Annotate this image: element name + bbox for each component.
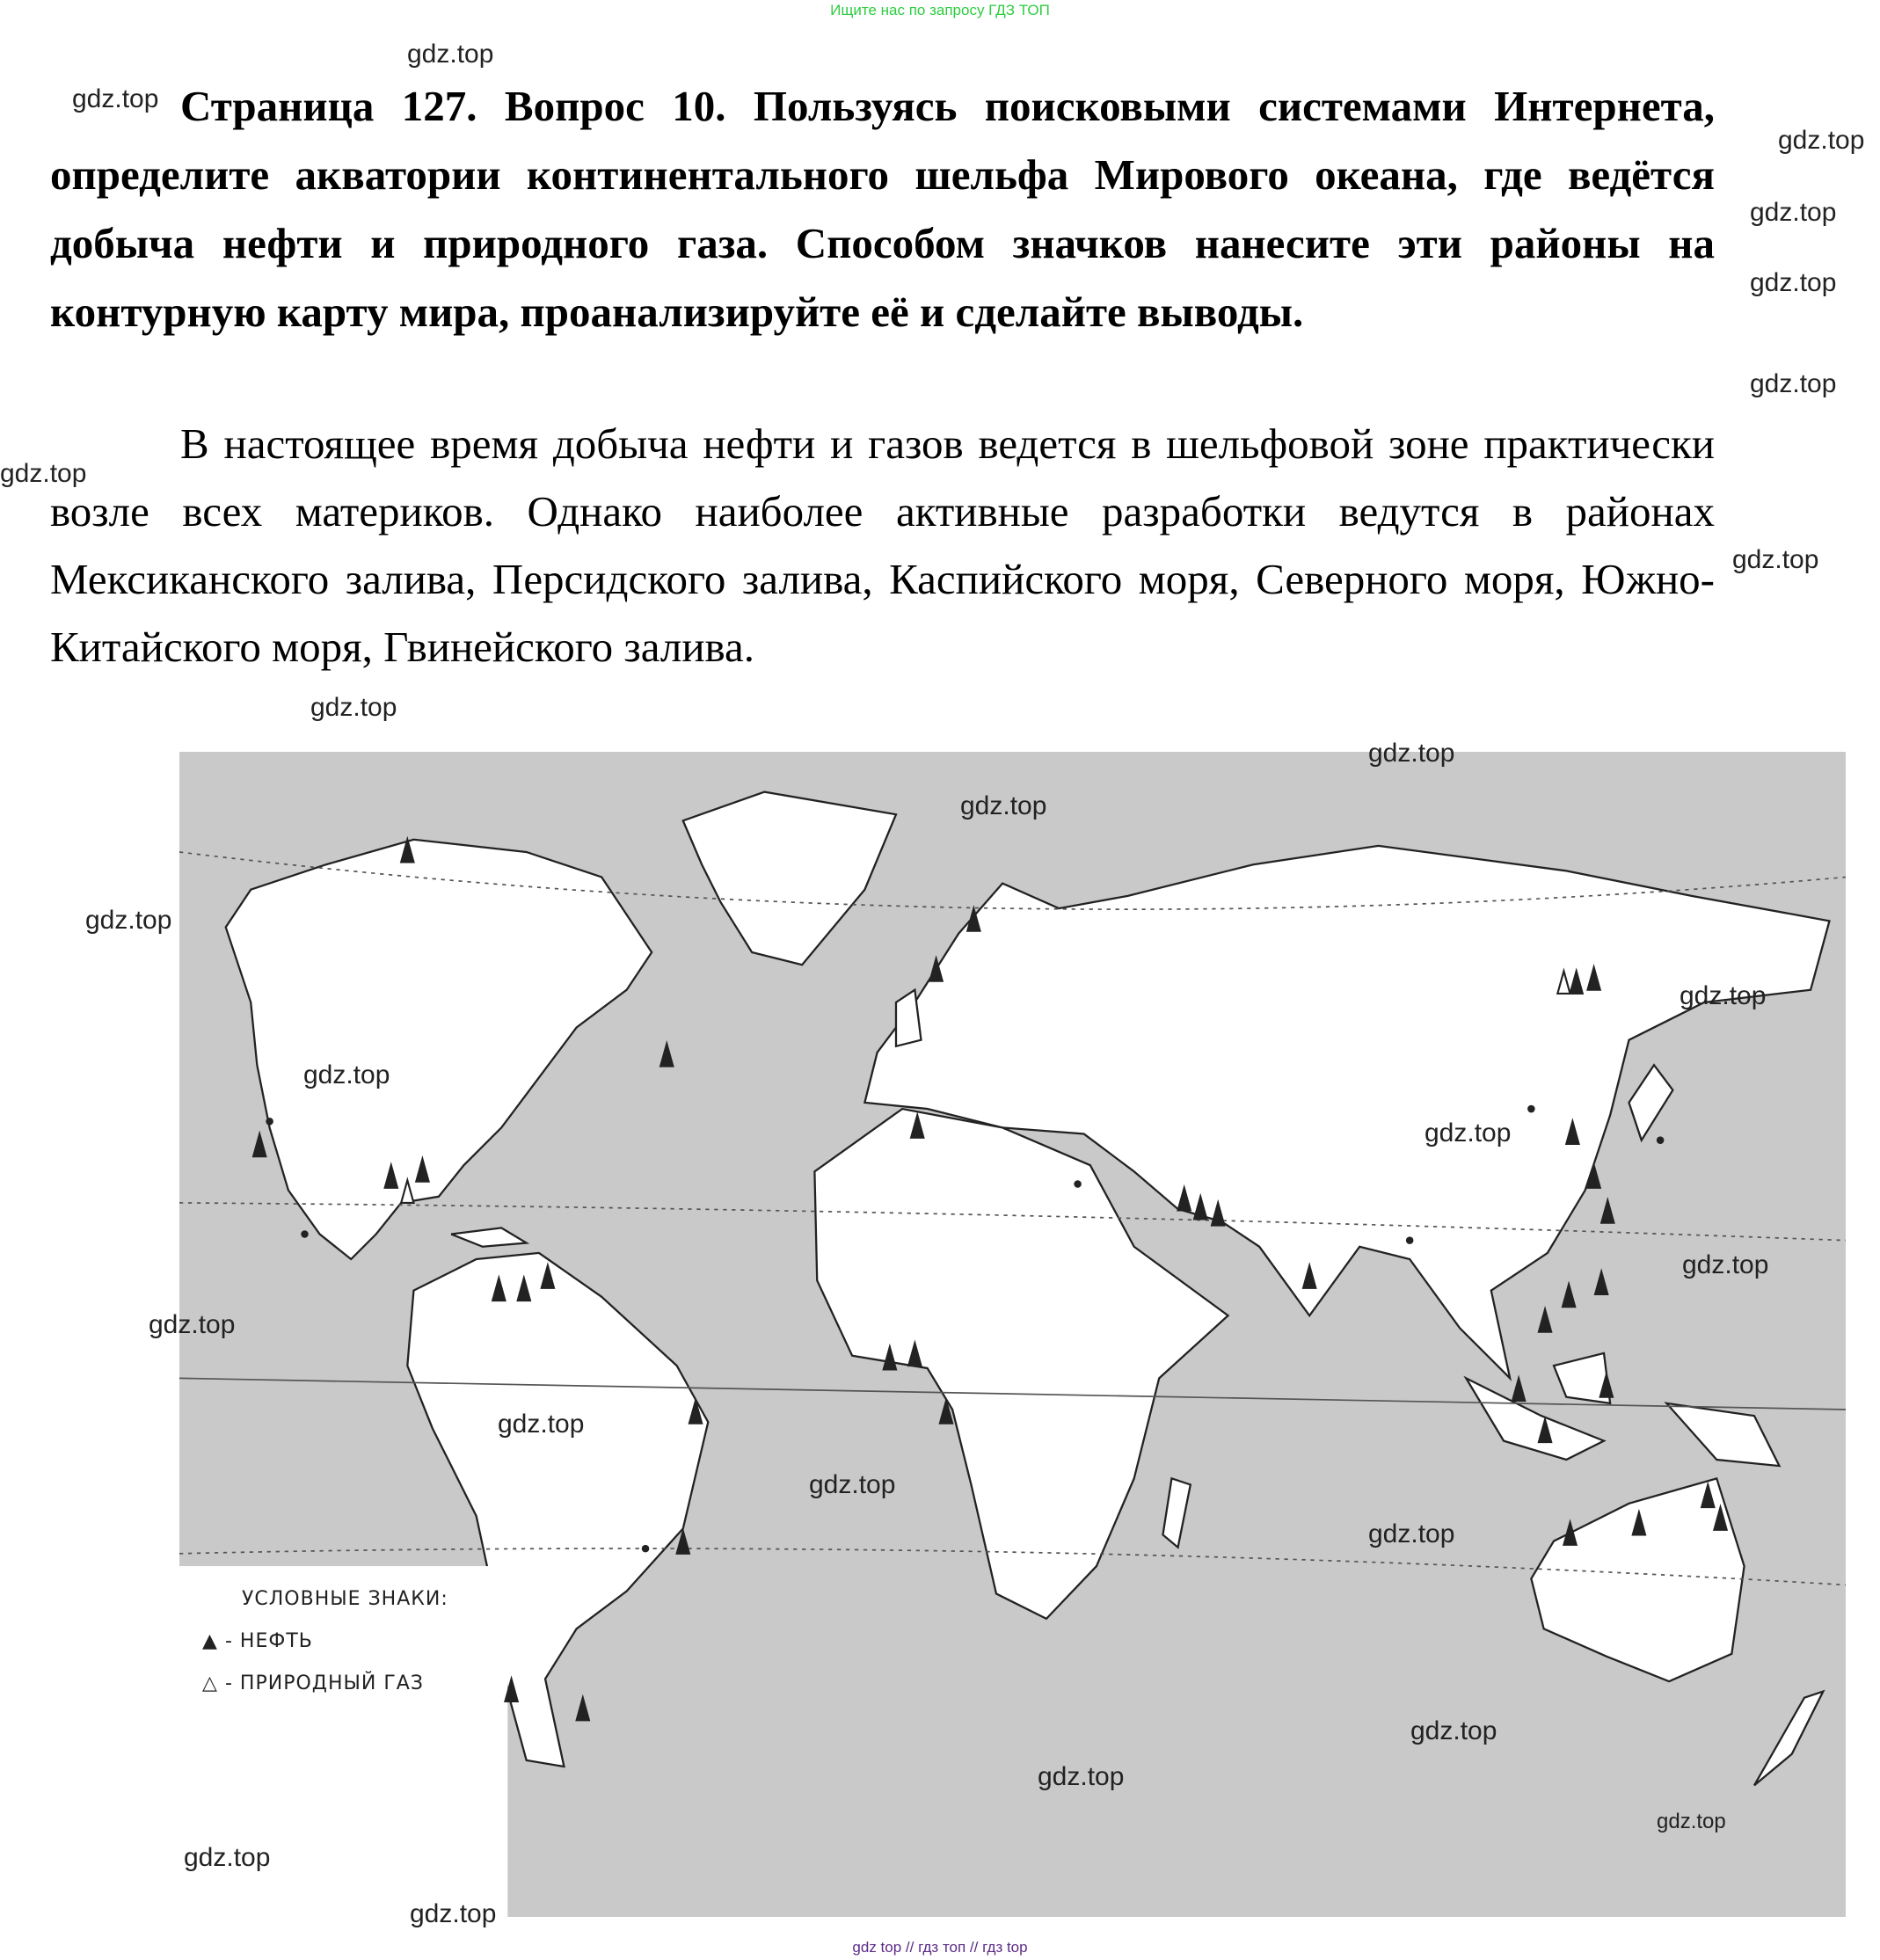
city-dot bbox=[1527, 1105, 1535, 1113]
gas-triangle-icon: △ bbox=[202, 1672, 218, 1694]
question-heading: Страница 127. Вопрос 10. bbox=[180, 82, 726, 130]
watermark: gdz.top bbox=[303, 1060, 390, 1089]
watermark: gdz.top bbox=[1750, 268, 1837, 297]
answer-text: В настоящее время добыча нефти и газов ведется в шельфовой зоне практически возле всех материков. Однако наиболее активные разработки ведутся в районах Мексиканского залива, Персидского залива, Каспийского моря, Северного моря, Южно-Китайского моря, Гвинейского залива. bbox=[50, 419, 1715, 671]
watermark: gdz.top bbox=[809, 1470, 896, 1499]
watermark: gdz.top bbox=[1750, 198, 1837, 227]
map-legend bbox=[202, 1578, 448, 1705]
watermark: gdz.top bbox=[1732, 545, 1819, 574]
watermark: gdz.top bbox=[1368, 1519, 1455, 1548]
watermark: gdz.top bbox=[1410, 1716, 1497, 1745]
watermark: gdz.top bbox=[498, 1410, 585, 1439]
legend-title: УСЛОВНЫЕ ЗНАКИ: bbox=[242, 1588, 448, 1610]
watermark: gdz.top bbox=[1368, 739, 1455, 768]
question-text: Пользуясь поисковыми системами Интернета, определите акватории континентального шельфа Мирового океана, где ведётся добыча нефти и природного газа. Способом значков нанесите эти районы на контурную карту мира, проанализируйте её и сделайте выводы. bbox=[50, 82, 1715, 336]
oil-triangle-icon: ▲ bbox=[202, 1630, 218, 1652]
question-block bbox=[50, 72, 1715, 346]
watermark: gdz.top bbox=[310, 693, 397, 722]
watermark: gdz.top bbox=[1657, 1810, 1726, 1833]
city-dot bbox=[642, 1545, 650, 1553]
watermark: gdz.top bbox=[1778, 126, 1865, 155]
watermark: gdz.top bbox=[85, 906, 172, 935]
watermark: gdz.top bbox=[1680, 981, 1767, 1010]
watermark: gdz.top bbox=[1425, 1118, 1512, 1148]
watermark: gdz.top bbox=[1682, 1250, 1769, 1279]
watermark: gdz.top bbox=[407, 40, 494, 69]
city-dot bbox=[266, 1118, 273, 1126]
city-dot bbox=[1657, 1136, 1665, 1144]
city-dot bbox=[1406, 1236, 1414, 1244]
city-dot bbox=[301, 1230, 309, 1238]
watermark: gdz.top bbox=[72, 84, 159, 113]
legend-gas: - ПРИРОДНЫЙ ГАЗ bbox=[225, 1672, 424, 1694]
search-banner[interactable]: Ищите нас по запросу ГДЗ ТОП bbox=[830, 2, 1050, 18]
watermark: gdz.top bbox=[960, 791, 1047, 820]
watermark: gdz.top bbox=[149, 1310, 236, 1339]
watermark: gdz.top bbox=[184, 1843, 271, 1872]
world-contour-map bbox=[179, 752, 1846, 1917]
legend-oil: - НЕФТЬ bbox=[225, 1630, 313, 1652]
city-dot bbox=[1074, 1180, 1082, 1188]
watermark: gdz.top bbox=[0, 459, 87, 488]
watermark: gdz.top bbox=[1038, 1762, 1125, 1791]
footer-links[interactable]: gdz top // гдз топ // гдз top bbox=[852, 1939, 1028, 1956]
answer-text-block bbox=[50, 410, 1715, 681]
watermark: gdz.top bbox=[1750, 369, 1837, 398]
watermark: gdz.top bbox=[410, 1899, 497, 1928]
